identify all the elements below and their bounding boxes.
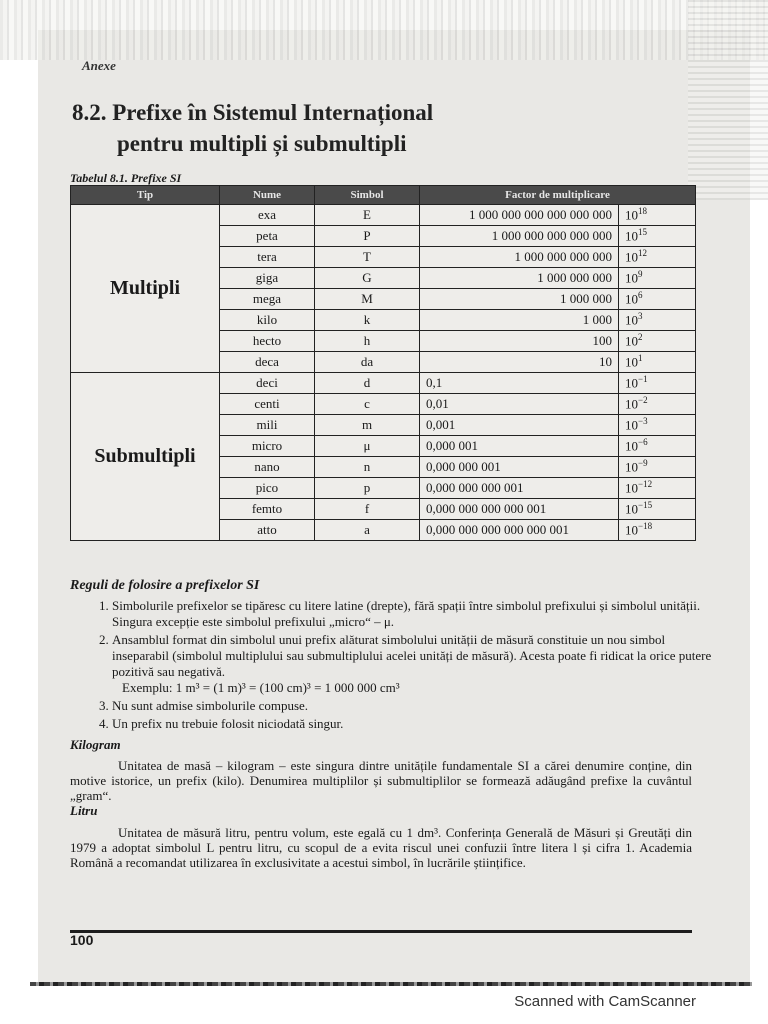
rule-item: 4. Un prefix nu trebuie folosit niciodată singur. [112, 716, 712, 732]
power-exponent: −15 [638, 500, 653, 511]
prefix-power [619, 331, 696, 352]
prefix-symbol: da [315, 352, 420, 373]
prefix-power [619, 394, 696, 415]
prefix-symbol: G [315, 268, 420, 289]
page-subtitle: pentru multipli și submultipli [117, 131, 407, 156]
power-base: 10 [625, 333, 638, 349]
prefix-factor: 1 000 000 000 000 000 000 [420, 205, 619, 226]
power-base: 10 [625, 375, 638, 391]
prefix-name: deca [220, 352, 315, 373]
power-exponent: 6 [638, 290, 643, 301]
table-body [71, 205, 696, 541]
header-name: Nume [220, 186, 315, 205]
prefix-name: mega [220, 289, 315, 310]
power-exponent: 1 [638, 353, 643, 364]
prefix-factor: 0,001 [420, 415, 619, 436]
prefix-factor: 1 000 000 000 000 000 [420, 226, 619, 247]
rules-list [92, 598, 712, 734]
kilogram-paragraph: Unitatea de masă – kilogram – este singura dintre unitățile fundamentale SI a cărei denumire conține, din motive istorice, un prefix (kilo). Denumirea multiplilor și submultiplilor se formează adăugând prefixe la cuvântul „gram“. [70, 758, 692, 803]
prefix-factor: 0,000 000 000 001 [420, 478, 619, 499]
prefix-table [70, 185, 696, 541]
rule-item: 3. Nu sunt admise simbolurile compuse. [112, 698, 712, 714]
prefix-symbol: f [315, 499, 420, 520]
power-exponent: −9 [638, 458, 648, 469]
prefix-factor: 100 [420, 331, 619, 352]
watermark: Scanned with CamScanner [514, 993, 696, 1010]
prefix-symbol: E [315, 205, 420, 226]
prefix-symbol: n [315, 457, 420, 478]
power-exponent: 2 [638, 332, 643, 343]
prefix-factor: 0,01 [420, 394, 619, 415]
scan-edge [30, 982, 752, 986]
prefix-symbol: T [315, 247, 420, 268]
power-base: 10 [625, 459, 638, 475]
prefix-symbol: h [315, 331, 420, 352]
power-base: 10 [625, 249, 638, 265]
page-title: 8.2. Prefixe în Sistemul Internațional [72, 100, 434, 125]
power-base: 10 [625, 522, 638, 538]
prefix-power [619, 520, 696, 541]
prefix-symbol: m [315, 415, 420, 436]
prefix-symbol: a [315, 520, 420, 541]
prefix-symbol: d [315, 373, 420, 394]
prefix-factor: 10 [420, 352, 619, 373]
power-exponent: −12 [638, 479, 653, 490]
power-base: 10 [625, 291, 638, 307]
power-base: 10 [625, 270, 638, 286]
prefix-name: centi [220, 394, 315, 415]
prefix-power [619, 310, 696, 331]
prefix-power [619, 457, 696, 478]
power-exponent: −3 [638, 416, 648, 427]
page-number: 100 [70, 932, 94, 948]
prefix-factor: 0,000 000 000 000 000 001 [420, 520, 619, 541]
litru-paragraph: Unitatea de măsură litru, pentru volum, este egală cu 1 dm³. Conferința Generală de Măsuri și Greutăți din 1979 a adoptat simbolul L pentru litru, cu scopul de a evita riscul unei confuzii între litera l și cifra 1. Academia Română a recomandat utilizarea în exclusivitate a acestui simbol, în lucrările științifice. [70, 825, 692, 870]
prefix-power [619, 499, 696, 520]
prefix-name: pico [220, 478, 315, 499]
prefix-factor: 0,000 000 000 000 001 [420, 499, 619, 520]
section-tag: Anexe [82, 58, 116, 73]
scan-noise-right [688, 0, 768, 200]
kilogram-title: Kilogram [70, 737, 121, 752]
rule-example: Exemplu: 1 m³ = (1 m)³ = (100 cm)³ = 1 000 000 cm³ [122, 680, 400, 695]
prefix-symbol: P [315, 226, 420, 247]
power-base: 10 [625, 207, 638, 223]
rule-item: 1. Simbolurile prefixelor se tipăresc cu litere latine (drepte), fără spații între simbolul prefixului și simbolul unității. Singura excepție este simbolul prefixului „micro“ – μ. [112, 598, 712, 630]
prefix-symbol: p [315, 478, 420, 499]
prefix-factor: 1 000 000 000 [420, 268, 619, 289]
prefix-factor: 1 000 000 000 000 [420, 247, 619, 268]
prefix-row [71, 373, 696, 394]
prefix-name: peta [220, 226, 315, 247]
prefix-power [619, 478, 696, 499]
prefix-symbol: c [315, 394, 420, 415]
power-exponent: 18 [638, 206, 647, 217]
prefix-name: hecto [220, 331, 315, 352]
prefix-symbol: k [315, 310, 420, 331]
submultiples-group-label: Submultipli [71, 373, 220, 541]
prefix-power [619, 268, 696, 289]
power-base: 10 [625, 354, 638, 370]
prefix-name: atto [220, 520, 315, 541]
rule-text: Ansamblul format din simbolul unui prefix alăturat simbolului unității de măsură constituie un nou simbol inseparabil (simbolul multiplului sau submultiplului acelei unități de măsură). Acesta poate fi ridicat la orice putere pozitivă sau negativă. [112, 632, 712, 679]
prefix-symbol: M [315, 289, 420, 310]
prefix-symbol: μ [315, 436, 420, 457]
prefix-name: giga [220, 268, 315, 289]
prefix-row [71, 205, 696, 226]
power-base: 10 [625, 417, 638, 433]
power-exponent: 15 [638, 227, 647, 238]
power-exponent: −2 [638, 395, 648, 406]
header-symbol: Simbol [315, 186, 420, 205]
rules-title: Reguli de folosire a prefixelor SI [70, 578, 260, 593]
prefix-power [619, 436, 696, 457]
power-exponent: 9 [638, 269, 643, 280]
prefix-power [619, 205, 696, 226]
power-base: 10 [625, 312, 638, 328]
table-caption: Tabelul 8.1. Prefixe SI [70, 171, 182, 185]
rule-item [112, 632, 712, 696]
prefix-power [619, 226, 696, 247]
power-exponent: 3 [638, 311, 643, 322]
power-base: 10 [625, 501, 638, 517]
power-base: 10 [625, 396, 638, 412]
prefix-name: exa [220, 205, 315, 226]
power-exponent: 12 [638, 248, 647, 259]
header-factor: Factor de multiplicare [420, 186, 696, 205]
power-exponent: −1 [638, 374, 648, 385]
prefix-power [619, 415, 696, 436]
prefix-factor: 1 000 [420, 310, 619, 331]
power-base: 10 [625, 438, 638, 454]
prefix-factor: 0,000 000 001 [420, 457, 619, 478]
power-exponent: −18 [638, 521, 653, 532]
litru-title: Litru [70, 803, 98, 818]
prefix-name: micro [220, 436, 315, 457]
prefix-name: femto [220, 499, 315, 520]
prefix-name: kilo [220, 310, 315, 331]
footer-rule [70, 930, 692, 933]
prefix-factor: 0,1 [420, 373, 619, 394]
power-base: 10 [625, 228, 638, 244]
header-type: Tip [71, 186, 220, 205]
multiples-group-label: Multipli [71, 205, 220, 373]
prefix-factor: 0,000 001 [420, 436, 619, 457]
prefix-name: nano [220, 457, 315, 478]
prefix-power [619, 247, 696, 268]
prefix-name: mili [220, 415, 315, 436]
power-base: 10 [625, 480, 638, 496]
prefix-name: tera [220, 247, 315, 268]
scan-noise-top [0, 0, 768, 60]
power-exponent: −6 [638, 437, 648, 448]
prefix-power [619, 352, 696, 373]
prefix-power [619, 289, 696, 310]
prefix-power [619, 373, 696, 394]
prefix-factor: 1 000 000 [420, 289, 619, 310]
prefix-name: deci [220, 373, 315, 394]
